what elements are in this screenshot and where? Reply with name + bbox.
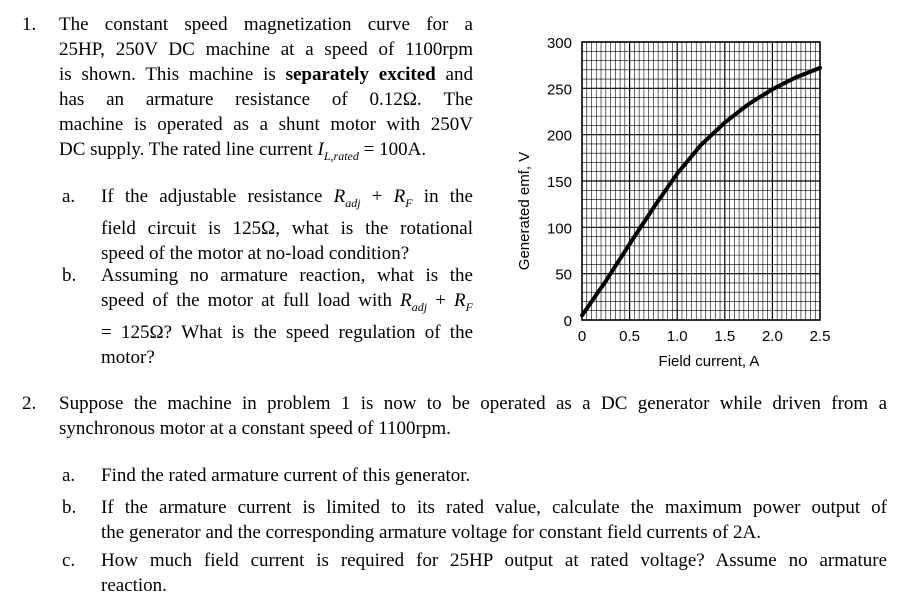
- problem1b-line: Assuming no armature reaction, what is the: [101, 265, 473, 286]
- problem1b-label: b.: [62, 265, 77, 286]
- problem1a-line: If the adjustable resistance $R_{adj} + R_F$ in the: [101, 186, 473, 210]
- problem2b-line: If the armature current is limited to its rated value, calculate the maximum power output of: [101, 497, 887, 518]
- magnetization-chart: [505, 20, 835, 380]
- y-tick-label: 250: [546, 81, 572, 99]
- text: and: [435, 64, 473, 85]
- problem2c-line: reaction.: [101, 575, 167, 596]
- omega-symbol: Ω: [402, 89, 417, 110]
- rf-var: $R_F$: [454, 290, 473, 314]
- problem1a-label: a.: [62, 186, 76, 207]
- problem2a-text: [101, 463, 887, 488]
- problem2c-label: c.: [62, 550, 76, 571]
- chart-svg: [505, 20, 835, 380]
- problem2-statement: [59, 391, 887, 441]
- problem2c-text: [101, 548, 887, 598]
- problem1a-line: speed of the motor at no-load condition?: [101, 242, 410, 264]
- text: has an armature resistance of 0.12: [59, 89, 403, 110]
- problem1-number: 1.: [22, 14, 37, 35]
- y-tick-label: 100: [546, 220, 572, 238]
- y-tick-label: 150: [546, 174, 572, 191]
- problem1-line: 25HP, 250V DC machine at a speed of 1100rpm: [59, 39, 473, 60]
- omega-symbol: Ω: [149, 321, 164, 343]
- y-axis-label: Generated emf, V: [516, 151, 533, 271]
- problem2b-label: b.: [62, 497, 77, 518]
- radj-var: $R_{adj}$: [400, 290, 428, 314]
- text: = 100A.: [358, 139, 427, 160]
- problem1a-line: field circuit is 125Ω, what is the rotational: [101, 217, 473, 239]
- omega-symbol: Ω: [261, 217, 276, 239]
- problem1-statement: [59, 12, 473, 169]
- rf-var: $R_F$: [393, 186, 413, 210]
- text: . The: [416, 89, 473, 110]
- x-tick-label: 0.5: [619, 328, 641, 345]
- y-tick-label: 50: [555, 266, 572, 284]
- problem1b-line: speed of the motor at full load with $R_{adj} + R_F$: [101, 290, 473, 314]
- problem2-number: 2.: [22, 393, 37, 414]
- problem1-line: [59, 87, 473, 112]
- x-tick-label: 2.5: [809, 328, 831, 345]
- problem1-line: [59, 137, 473, 169]
- x-tick-label: 0: [577, 328, 587, 345]
- problem2a-line: Find the rated armature current of this generator.: [101, 465, 471, 486]
- y-tick-label: 0: [563, 313, 572, 330]
- problem1-line: machine is operated as a shunt motor with 250V: [59, 114, 473, 135]
- problem1b-line: motor?: [101, 346, 155, 368]
- text: is shown. This machine is: [59, 64, 286, 85]
- x-tick-label: 1.5: [714, 328, 736, 345]
- separately-excited-text: separately excited: [285, 64, 436, 85]
- y-tick-label: 300: [546, 35, 572, 52]
- x-tick-label: 2.0: [761, 328, 783, 345]
- problem1b-line: = 125Ω? What is the speed regulation of the: [101, 321, 473, 343]
- problem2a-label: a.: [62, 465, 76, 486]
- rated-line-current-var: $I_{L,rated}$: [317, 139, 359, 163]
- problem2c-line: How much field current is required for 25HP output at rated voltage? Assume no armature: [101, 550, 887, 571]
- radj-var: $R_{adj}$: [333, 186, 361, 210]
- problem1b-text: [101, 263, 473, 370]
- x-tick-label: 1.0: [666, 328, 688, 345]
- problem1-line: [59, 62, 473, 87]
- problem2-line: synchronous motor at a constant speed of 1100rpm.: [59, 418, 451, 439]
- problem1a-text: [101, 184, 473, 266]
- problem2b-text: [101, 495, 887, 545]
- text: DC supply. The rated line current: [59, 139, 318, 160]
- problem2-line: Suppose the machine in problem 1 is now to be operated as a DC generator while driven from a: [59, 393, 887, 414]
- problem2b-line: the generator and the corresponding armature voltage for constant field currents of 2A.: [101, 522, 761, 543]
- y-tick-label: 200: [546, 127, 572, 145]
- x-axis-label: Field current, A: [658, 353, 760, 370]
- problem1-line: The constant speed magnetization curve for a: [59, 14, 473, 35]
